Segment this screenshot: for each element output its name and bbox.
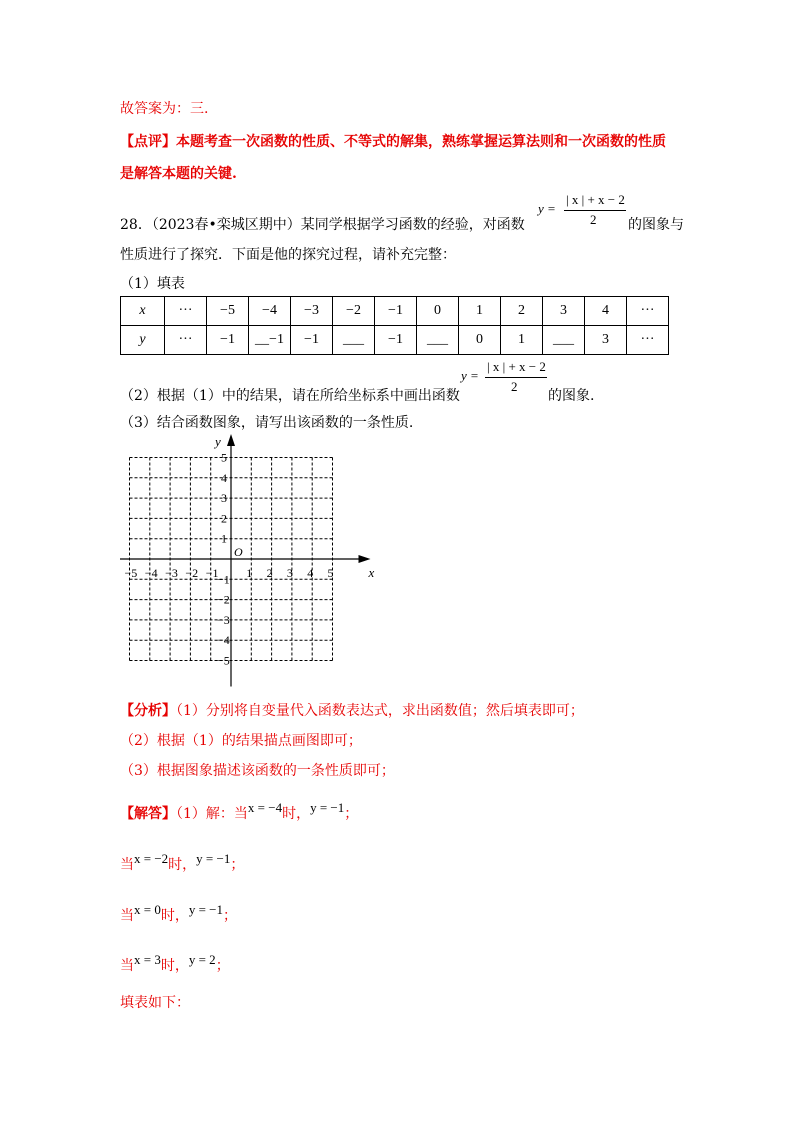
value-table	[120, 296, 669, 355]
formula-lhs: y =	[461, 368, 479, 383]
table-cell: −1	[375, 297, 417, 326]
y-tick-label: −3	[217, 612, 230, 627]
x-tick-label: −3	[165, 566, 178, 580]
y-tick-label: −4	[217, 633, 230, 648]
comment-line-2: 是解答本题的关键.	[120, 166, 237, 182]
x-tick-label: −2	[185, 566, 199, 580]
solution-x-4: x = 3	[134, 952, 161, 967]
formula-lhs: y =	[538, 201, 556, 216]
x-axis-arrow	[359, 555, 371, 563]
coordinate-grid	[110, 428, 380, 690]
table-cell: −5	[207, 297, 249, 326]
part-2-text: （2）根据（1）中的结果，请在所给坐标系中画出函数	[120, 388, 460, 404]
table-cell: ___	[417, 326, 459, 355]
formula-denominator: 2	[511, 379, 518, 394]
after-formula: 的图象与	[628, 217, 684, 233]
table-cell: 0	[417, 297, 459, 326]
fraction-bar	[485, 377, 547, 378]
solution-end-4: ；	[215, 958, 230, 974]
table-cell: −1	[207, 326, 249, 355]
x-tick-label: 1	[246, 566, 253, 580]
y-axis-arrow	[227, 434, 235, 446]
table-header-x: x	[121, 297, 165, 326]
problem-number: 28．	[120, 217, 152, 233]
solution-y-1: y = −1	[310, 800, 345, 815]
function-formula-2	[461, 359, 551, 399]
solution-pre-1: （1）解：当	[176, 806, 248, 822]
analysis-line-3: （3）根据图象描述该函数的一条性质即可；	[120, 763, 395, 779]
table-cell: ···	[627, 326, 669, 355]
solution-end-2: ；	[230, 857, 245, 873]
problem-source: （2023春•栾城区期中）某同学根据学习函数的经验，对函数	[151, 217, 525, 233]
analysis-line-1	[120, 700, 584, 720]
solution-tag: 【解答】	[120, 806, 176, 822]
table-cell: −1	[375, 326, 417, 355]
solution-line-4	[120, 952, 230, 975]
solution-y-4: y = 2	[188, 952, 216, 967]
y-tick-label: −2	[217, 592, 230, 607]
table-cell: 0	[459, 326, 501, 355]
y-tick-label: 5	[221, 450, 227, 465]
solution-y-3: y = −1	[188, 902, 224, 917]
table-cell: 4	[585, 297, 627, 326]
y-axis-label: y	[215, 434, 221, 449]
origin-label: O	[234, 545, 243, 559]
table-cell: −1	[291, 326, 333, 355]
table-cell: ···	[165, 326, 207, 355]
solution-pre-2: 当	[120, 857, 134, 873]
table-cell: 3	[543, 297, 585, 326]
solution-x-1: x = −4	[247, 800, 283, 815]
x-tick-label: 3	[286, 566, 293, 580]
x-tick-label: −5	[124, 566, 138, 580]
table-cell: ···	[627, 297, 669, 326]
table-cell: ···	[165, 297, 207, 326]
solution-line-3	[120, 902, 238, 925]
problem-number-source	[120, 214, 525, 234]
solution-mid-3: 时，	[160, 908, 189, 924]
comment-tag: 【点评】	[120, 134, 176, 150]
part-3-text: （3）结合函数图象，请写出该函数的一条性质.	[120, 415, 414, 431]
part-2-after: 的图象.	[548, 388, 595, 404]
comment-line-1	[120, 131, 666, 151]
comment-text-1: 本题考查一次函数的性质、不等式的解集，熟练掌握运算法则和一次函数的性质	[176, 134, 666, 150]
y-tick-label: 3	[221, 491, 227, 506]
table-row-y	[121, 326, 669, 355]
solution-x-2: x = −2	[134, 851, 169, 866]
fraction-bar	[564, 210, 626, 211]
table-cell: −2	[333, 297, 375, 326]
formula-denominator: 2	[590, 212, 597, 227]
formula-numerator: | x | + x − 2	[566, 192, 625, 207]
analysis-tag: 【分析】	[120, 703, 176, 719]
y-tick-label: 4	[221, 470, 227, 485]
analysis-text-1: （1）分别将自变量代入函数表达式，求出函数值；然后填表即可；	[176, 703, 584, 719]
table-cell: ___	[543, 326, 585, 355]
solution-line-2	[120, 851, 245, 874]
fill-table-label: 填表如下：	[120, 995, 190, 1011]
solution-y-2: y = −1	[196, 851, 231, 866]
table-cell: −3	[291, 297, 333, 326]
solution-mid-2: 时，	[168, 857, 197, 873]
solution-line-1	[120, 800, 359, 823]
x-tick-label: −1	[205, 566, 219, 580]
y-tick-label: −1	[217, 572, 230, 587]
table-cell: ___	[333, 326, 375, 355]
solution-end-3: ；	[223, 908, 238, 924]
table-cell: −4	[249, 297, 291, 326]
solution-pre-4: 当	[120, 958, 134, 974]
part-1-label: （1）填表	[120, 276, 185, 292]
x-tick-label: 5	[327, 566, 334, 580]
table-cell: 1	[501, 326, 543, 355]
solution-end-1: ；	[344, 806, 359, 822]
analysis-line-2: （2）根据（1）的结果描点画图即可；	[120, 733, 362, 749]
solution-mid-1: 时，	[282, 806, 311, 822]
y-tick-label: 2	[221, 511, 227, 526]
x-tick-label: 2	[266, 566, 273, 580]
y-tick-label: −5	[217, 653, 230, 668]
y-tick-label: 1	[221, 531, 227, 546]
solution-pre-3: 当	[120, 908, 134, 924]
formula-numerator: | x | + x − 2	[487, 359, 546, 374]
x-axis-label: x	[368, 565, 375, 580]
table-cell: __−1	[249, 326, 291, 355]
solution-mid-4: 时，	[160, 958, 189, 974]
problem-line-2: 性质进行了探究．下面是他的探究过程，请补充完整：	[120, 247, 456, 263]
x-tick-label: 4	[307, 566, 314, 580]
function-formula-1	[538, 192, 628, 232]
table-header-y: y	[121, 326, 165, 355]
table-cell: 3	[585, 326, 627, 355]
table-cell: 2	[501, 297, 543, 326]
solution-x-3: x = 0	[134, 902, 161, 917]
table-cell: 1	[459, 297, 501, 326]
x-tick-label: −4	[144, 566, 158, 580]
prev-answer: 故答案为：三.	[120, 101, 209, 117]
table-row-x	[121, 297, 669, 326]
